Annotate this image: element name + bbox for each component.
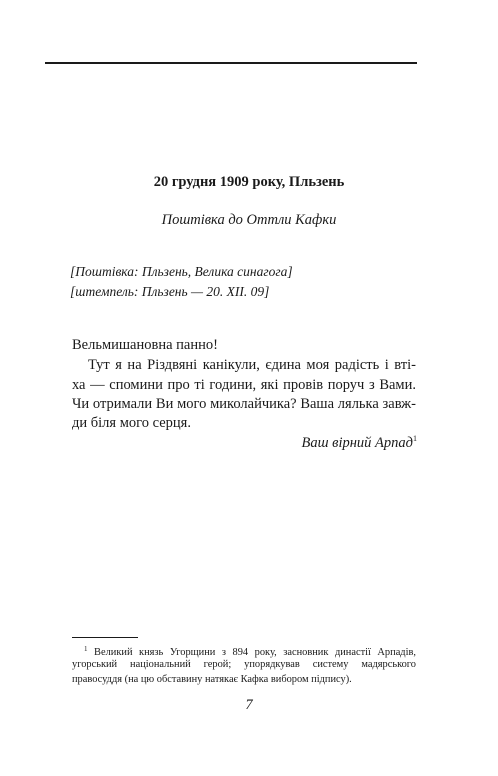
- footnote-line: угорський національний герой; упорядкував систему мадярського: [72, 659, 416, 670]
- footnote-rule: [72, 637, 138, 638]
- footnote-mark: 1: [84, 645, 88, 653]
- signature-footnote-mark: 1: [413, 434, 417, 443]
- letter-signature: [301, 429, 417, 453]
- stamp-note: [штемпель: Пльзень — 20. XII. 09]: [70, 284, 270, 299]
- footnote-text: Великий князь Угорщини з 894 року, засновник династії Арпадів,: [94, 647, 416, 658]
- top-rule: [45, 62, 417, 64]
- page-number: 7: [245, 697, 253, 713]
- letter-body-line: Тут я на Різдвяні канікули, єдина моя радість і вті-: [88, 357, 416, 373]
- signature-text: Ваш вірний Арпад: [301, 435, 413, 451]
- letter-subtitle: Поштівка до Оттли Кафки: [161, 212, 337, 228]
- letter-salutation: Вельмишановна панно!: [72, 337, 218, 353]
- postcard-note: [Поштівка: Пльзень, Велика синагога]: [70, 264, 293, 279]
- letter-body-line: ха — спомини про ті години, які провів поруч з Вами.: [72, 377, 416, 393]
- letter-date-heading: 20 грудня 1909 року, Пльзень: [153, 174, 345, 190]
- footnote-line: правосуддя (на цю обставину натякає Кафка вибором підпису).: [72, 674, 352, 685]
- letter-body-line: ди біля мого серця.: [72, 415, 191, 431]
- letter-body-line: Чи отримали Ви мого миколайчика? Ваша лялька завж-: [72, 396, 416, 412]
